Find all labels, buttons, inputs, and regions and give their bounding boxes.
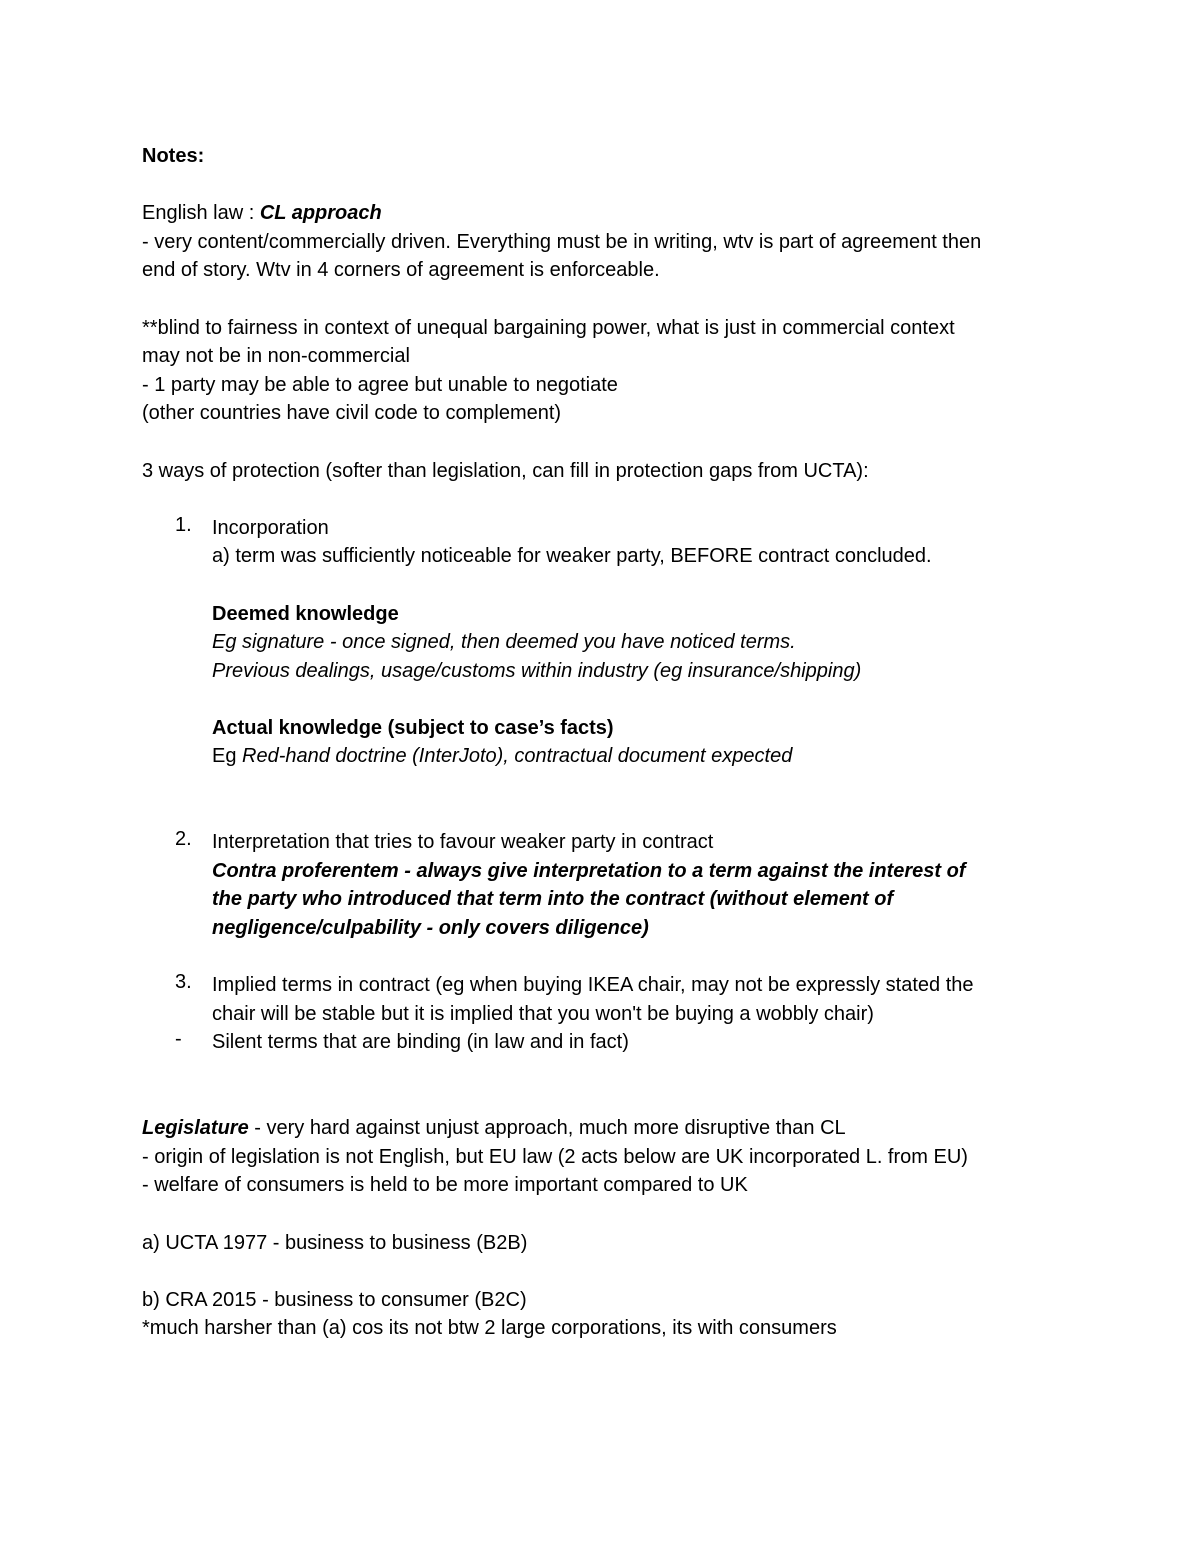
english-law-prefix: English law : [142,202,260,225]
contra-proferentem-line-1: Contra proferentem - always give interpretation to a term against the interest of [212,859,966,882]
spacer [142,171,1072,200]
legislature-detail-2: - welfare of consumers is held to be more important compared to UK [142,1174,748,1197]
silent-terms-text: Silent terms that are binding (in law and in fact) [212,1031,629,1054]
spacer [142,285,1072,314]
spacer [142,1200,1072,1229]
spacer [142,1057,1072,1086]
deemed-knowledge-heading: Deemed knowledge [212,602,399,625]
incorporation-point-a: a) term was sufficiently noticeable for weaker party, BEFORE contract concluded. [212,545,932,568]
english-law-line [142,199,1072,228]
spacer [142,800,1072,829]
list-item-silent-terms [142,1028,1072,1057]
ways-of-protection-heading: 3 ways of protection (softer than legislation, can fill in protection gaps from UCTA): [142,459,869,482]
red-hand-doctrine-text: Red-hand doctrine (InterJoto), contractual document expected [242,745,793,768]
spacer [212,685,1072,714]
spacer [142,428,1072,457]
list-marker: 1. [175,513,192,536]
contra-proferentem-line-3: negligence/culpability - only covers diligence) [212,917,649,940]
actual-eg-prefix: Eg [212,745,243,768]
spacer [212,571,1072,600]
legislature-line [142,1114,1072,1143]
spacer [142,943,1072,972]
list-item-implied-terms [142,971,1072,1028]
notes-document [142,142,1072,1343]
cra-act-note: *much harsher than (a) cos its not btw 2 large corporations, its with consumers [142,1317,837,1340]
list-item-interpretation [142,828,1072,942]
spacer [142,1257,1072,1286]
list-item-incorporation [142,514,1072,771]
list-marker: 2. [175,828,192,851]
spacer [142,1086,1072,1115]
actual-knowledge-heading: Actual knowledge (subject to case’s facts) [212,716,614,739]
legislature-rest: - very hard against unjust approach, much more disruptive than CL [248,1117,846,1140]
incorporation-title: Incorporation [212,516,329,539]
legislature-detail-1: - origin of legislation is not English, but EU law (2 acts below are UK incorporated L. from EU) [142,1145,968,1168]
blind-fairness-line-2: may not be in non-commercial [142,345,410,368]
notes-title: Notes: [142,145,205,167]
spacer [142,485,1072,514]
english-law-detail-1: - very content/commercially driven. Everything must be in writing, wtv is part of agreement then [142,230,982,253]
blind-fairness-line-4: (other countries have civil code to complement) [142,402,562,425]
blind-fairness-line-3: - 1 party may be able to agree but unable to negotiate [142,373,618,396]
legislature-heading: Legislature [142,1117,249,1140]
spacer [142,771,1072,800]
blind-fairness-line-1: **blind to fairness in context of unequal bargaining power, what is just in commercial context [142,316,955,339]
implied-terms-line-2: chair will be stable but it is implied that you won't be buying a wobbly chair) [212,1002,874,1025]
actual-knowledge-example [212,742,1072,771]
cra-act-line: b) CRA 2015 - business to consumer (B2C) [142,1288,527,1311]
contra-proferentem-line-2: the party who introduced that term into the contract (without element of [212,888,894,911]
deemed-knowledge-example-2: Previous dealings, usage/customs within industry (eg insurance/shipping) [212,659,862,682]
interpretation-title: Interpretation that tries to favour weaker party in contract [212,831,714,854]
implied-terms-line-1: Implied terms in contract (eg when buying IKEA chair, may not be expressly stated the [212,974,974,997]
ucta-act-line: a) UCTA 1977 - business to business (B2B) [142,1231,528,1254]
dash-marker: - [175,1028,182,1051]
deemed-knowledge-example-1: Eg signature - once signed, then deemed you have noticed terms. [212,631,796,654]
cl-approach-label: CL approach [259,202,382,225]
english-law-detail-2: end of story. Wtv in 4 corners of agreement is enforceable. [142,259,660,282]
list-marker: 3. [175,971,192,994]
